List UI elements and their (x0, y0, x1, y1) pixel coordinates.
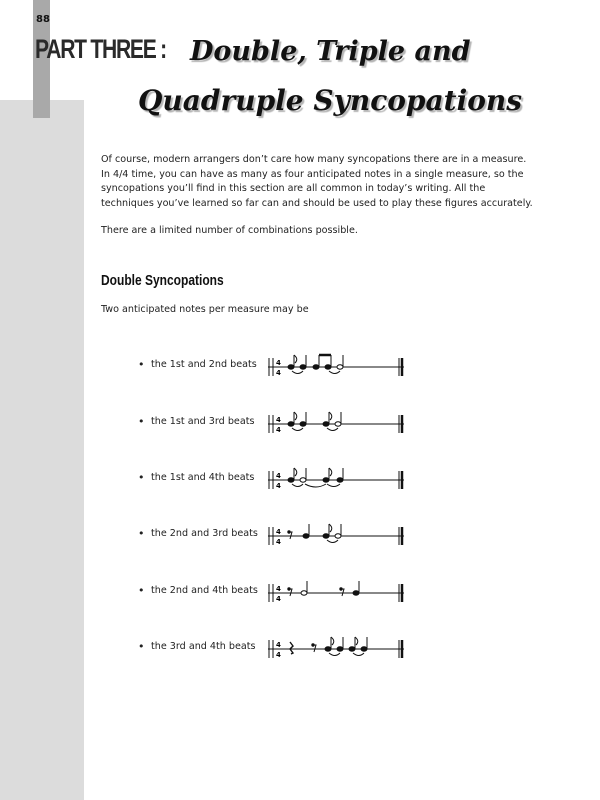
list-item (138, 578, 418, 608)
chapter-title-line2: Quadruple Syncopations (138, 84, 523, 117)
section-heading: Double Syncopations (101, 272, 224, 289)
time-sig-bottom: 4 (276, 482, 281, 490)
tie (327, 484, 340, 487)
note (288, 365, 294, 369)
note (323, 478, 329, 482)
time-sig-top: 4 (276, 472, 281, 480)
note (288, 422, 294, 426)
time-sig-bottom: 4 (276, 426, 281, 434)
time-sig-top: 4 (276, 585, 281, 593)
time-sig-top: 4 (276, 641, 281, 649)
item-label: the 1st and 4th beats (151, 472, 255, 483)
note (337, 365, 343, 369)
note (361, 647, 367, 651)
item-label: the 1st and 3rd beats (151, 416, 255, 427)
item-label: the 2nd and 3rd beats (151, 528, 258, 539)
rhythm-figure (268, 352, 408, 382)
item-label: the 3rd and 4th beats (151, 641, 256, 652)
item-label: the 2nd and 4th beats (151, 585, 258, 596)
tie (327, 540, 338, 543)
part-label: PART THREE : (35, 34, 166, 64)
list-item (138, 634, 418, 664)
note (325, 365, 331, 369)
item-label: the 1st and 2nd beats (151, 359, 257, 370)
note (337, 647, 343, 651)
note (337, 478, 343, 482)
bullet: • (138, 415, 145, 428)
bullet: • (138, 640, 145, 653)
tie (327, 428, 338, 431)
note (313, 365, 319, 369)
section-intro: Two anticipated notes per measure may be (101, 304, 309, 315)
list-item (138, 409, 418, 439)
tie (329, 371, 340, 374)
note (335, 422, 341, 426)
combinations-paragraph: There are a limited number of combinations possible. (101, 225, 358, 236)
chapter-title-line1: Double, Triple and (190, 36, 471, 67)
side-margin-band (0, 100, 84, 800)
note (300, 365, 306, 369)
bullet: • (138, 358, 145, 371)
tie (292, 484, 303, 487)
time-sig-bottom: 4 (276, 595, 281, 603)
list-item (138, 521, 418, 551)
list-item (138, 352, 418, 382)
rhythm-figure (268, 465, 408, 495)
note (335, 534, 341, 538)
quarter-rest (290, 642, 293, 654)
note (353, 591, 359, 595)
bullet: • (138, 584, 145, 597)
rhythm-figure (268, 578, 408, 608)
time-sig-bottom: 4 (276, 538, 281, 546)
time-sig-bottom: 4 (276, 369, 281, 377)
intro-paragraph: Of course, modern arrangers don’t care how many syncopations there are in a measure. In 4/4 time, you can have as many as four anticipated notes in a single measure, so the syncopations you’ll find in this section are all common in today’s writing. All the techniques you’ve learned so far can and should be used to play these figures accurately. (101, 154, 533, 209)
note (288, 478, 294, 482)
note (323, 422, 329, 426)
note (325, 647, 331, 651)
bullet: • (138, 471, 145, 484)
note (349, 647, 355, 651)
tie (329, 653, 340, 656)
note (301, 591, 307, 595)
rhythm-figure (268, 409, 408, 439)
page-number: 88 (36, 14, 50, 25)
bullet: • (138, 527, 145, 540)
note (300, 478, 306, 482)
tie (305, 484, 326, 487)
list-item (138, 465, 418, 495)
time-sig-bottom: 4 (276, 651, 281, 659)
note (303, 534, 309, 538)
note (300, 422, 306, 426)
tie (292, 371, 303, 374)
tie (353, 653, 364, 656)
note (323, 534, 329, 538)
time-sig-top: 4 (276, 416, 281, 424)
rhythm-figure (268, 521, 408, 551)
time-sig-top: 4 (276, 359, 281, 367)
tie (292, 428, 303, 431)
time-sig-top: 4 (276, 528, 281, 536)
rhythm-figure (268, 634, 408, 664)
